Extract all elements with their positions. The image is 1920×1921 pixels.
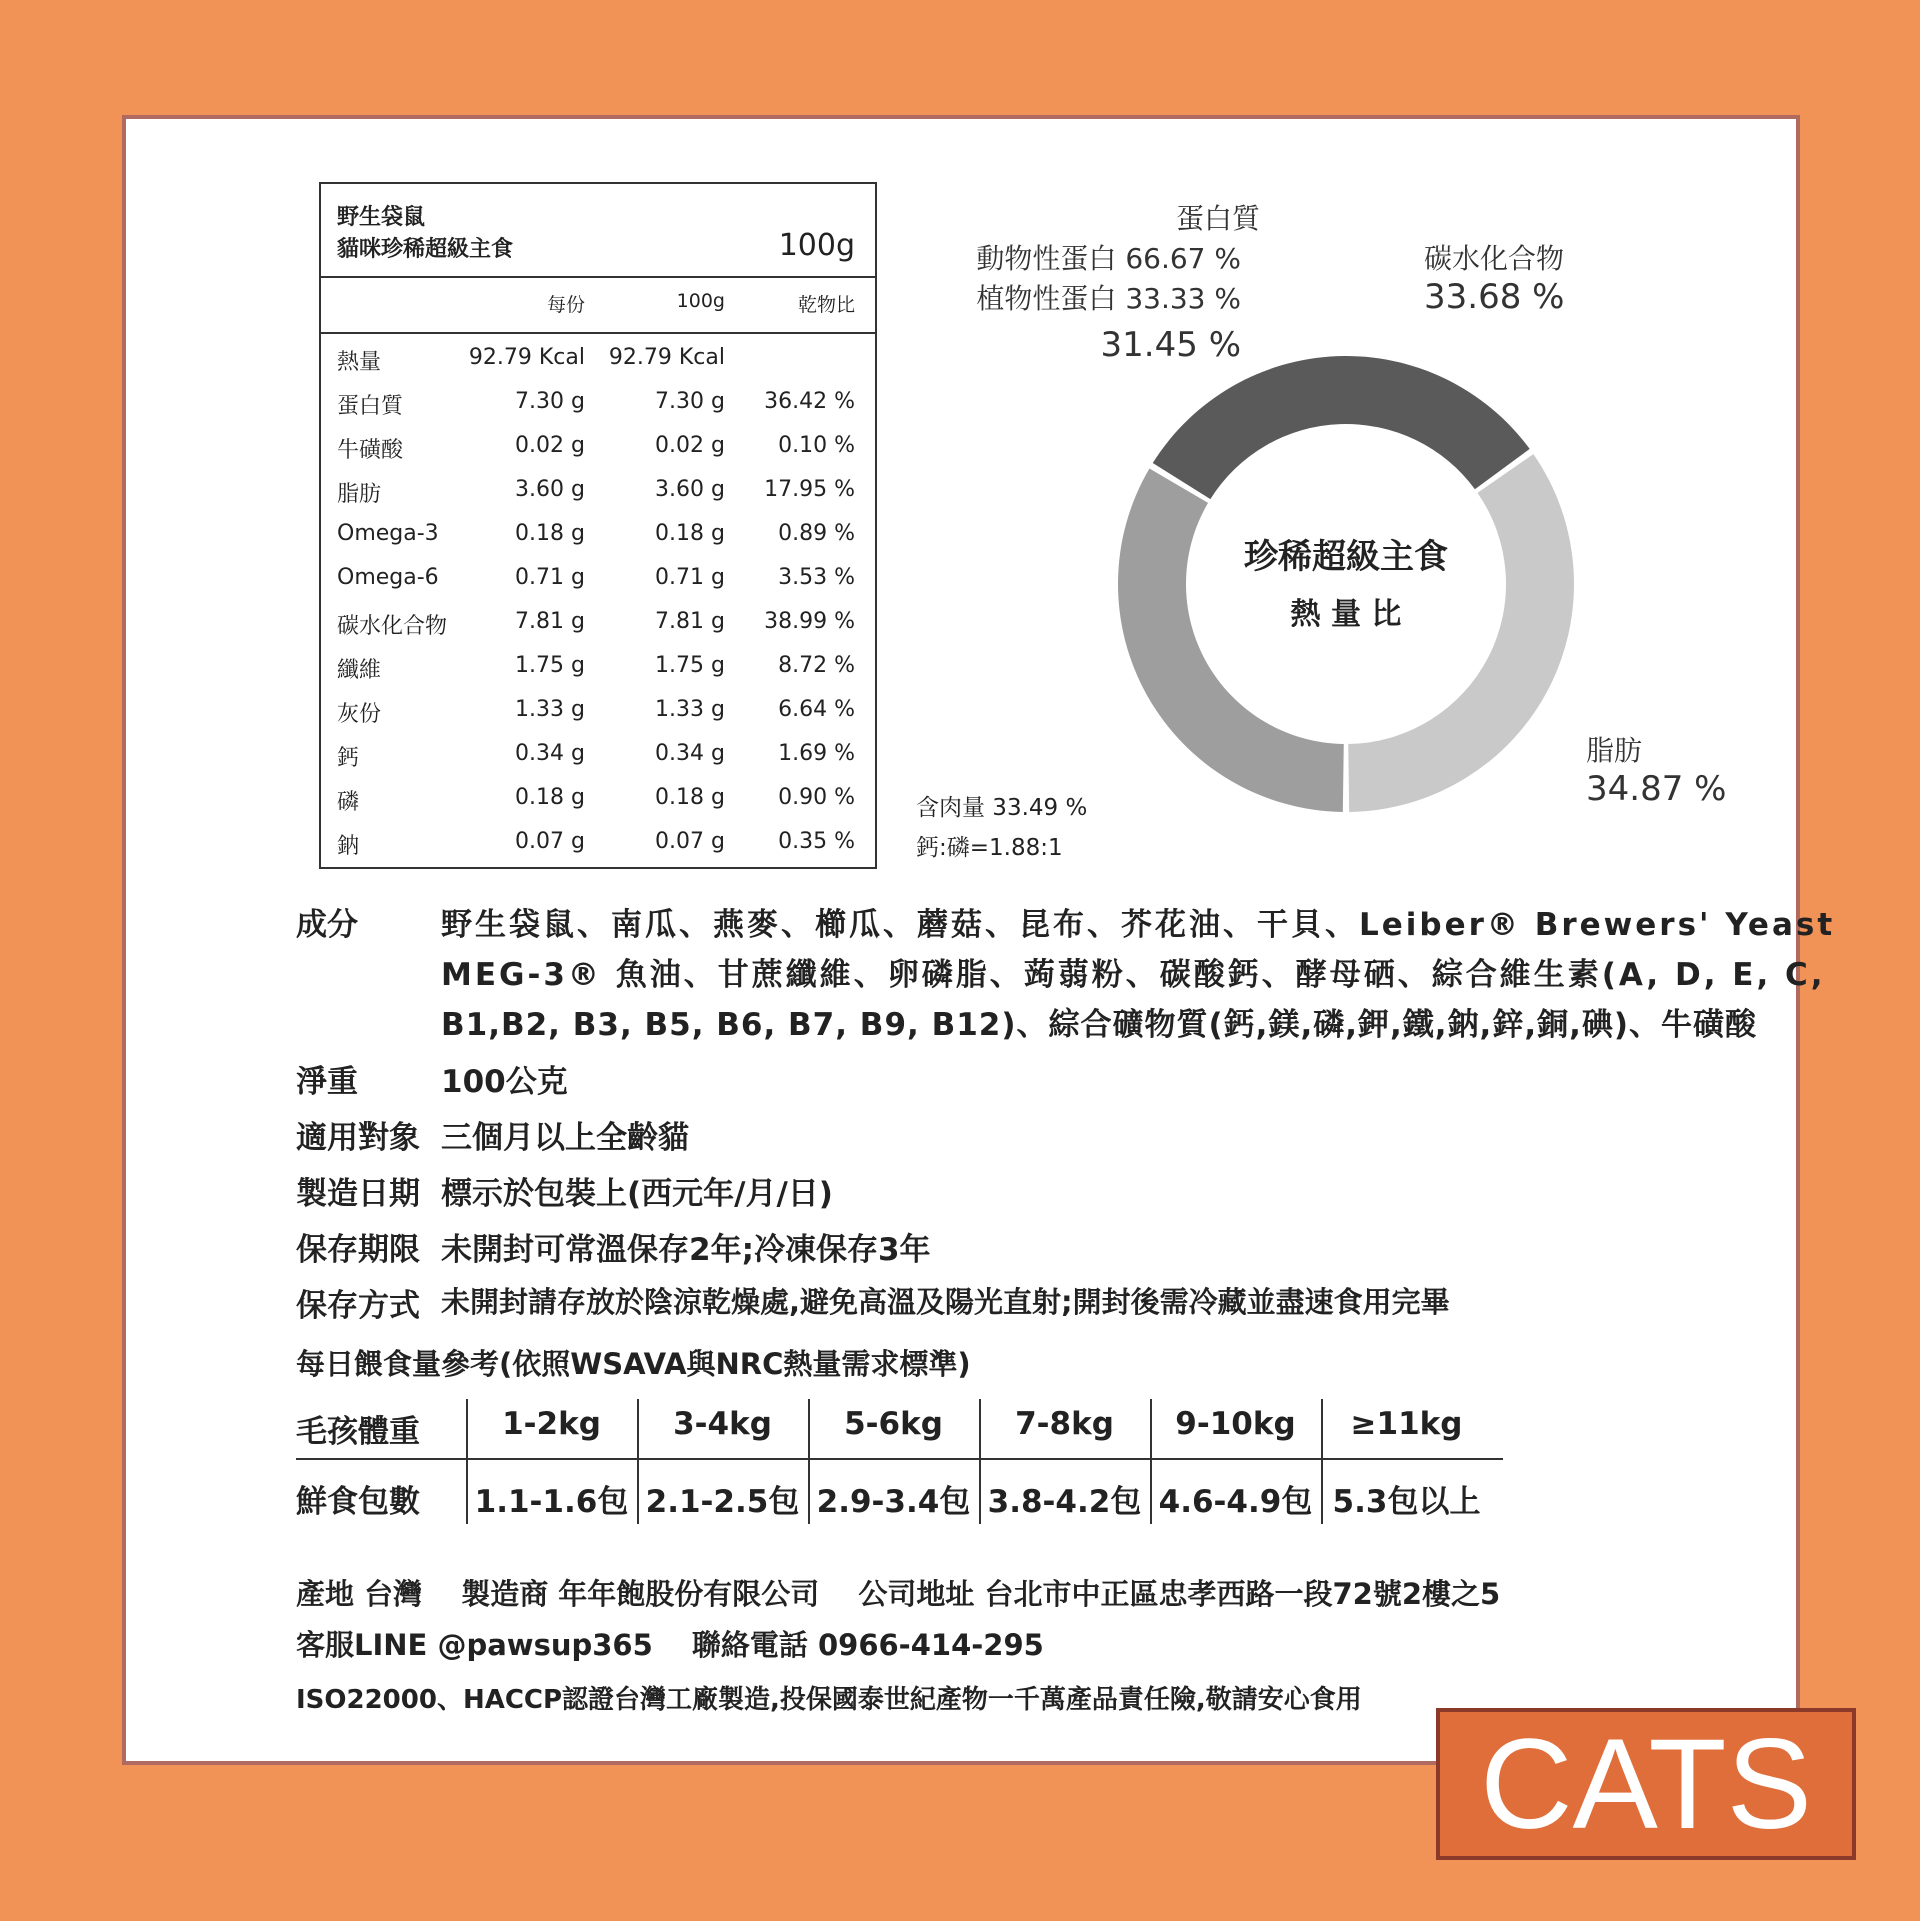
nutrient-name: 牛磺酸 — [337, 438, 404, 463]
product-subtitle: 貓咪珍稀超級主食 — [337, 237, 514, 262]
dry-matter-value: 3.53 % — [778, 565, 855, 590]
customer-service-contact: 客服LINE @pawsup365 聯絡電話 0966-414-295 — [296, 1628, 1044, 1662]
shelf-life-value: 未開封可常溫保存2年;冷凍保存3年 — [441, 1232, 931, 1268]
nutrition-row — [321, 785, 875, 829]
pack-count: 2.9-3.4包 — [816, 1484, 971, 1520]
nutrition-row — [321, 653, 875, 697]
nutrient-name: Omega-3 — [337, 521, 439, 546]
weight-range: ≥11kg — [1350, 1406, 1463, 1442]
ingredients-line-1: 野生袋鼠、南瓜、燕麥、櫛瓜、蘑菇、昆布、芥花油、干貝、Leiber® Brewers' Yeast — [441, 907, 1836, 943]
chart-title: 珍稀超級主食 — [1244, 537, 1448, 577]
target-label: 適用對象 — [296, 1120, 420, 1156]
storage-value: 未開封請存放於陰涼乾燥處,避免高溫及陽光直射;開封後需冷藏並盡速食用完畢 — [441, 1285, 1450, 1319]
divider — [321, 332, 875, 334]
pack-count: 1.1-1.6包 — [474, 1484, 629, 1520]
weight-range: 1-2kg — [502, 1406, 601, 1442]
per-100g-value: 0.18 g — [655, 521, 725, 546]
meat-content-note: 含肉量 33.49 % — [916, 795, 1088, 821]
dry-matter-value: 0.89 % — [778, 521, 855, 546]
per-100g-value: 1.75 g — [655, 653, 725, 678]
per-serving-value: 1.75 g — [515, 653, 585, 678]
nutrition-row — [321, 697, 875, 741]
ingredients-line-3: B1,B2, B3, B5, B6, B7, B9, B12)、綜合礦物質(鈣,鎂,磷,鉀,鐵,鈉,鋅,銅,碘)、牛磺酸 — [441, 1007, 1758, 1043]
donut-slice-protein — [1153, 356, 1530, 499]
packs-row-label: 鮮食包數 — [296, 1484, 420, 1520]
dry-matter-value: 8.72 % — [778, 653, 855, 678]
manufacture-date-value: 標示於包裝上(西元年/月/日) — [441, 1176, 833, 1212]
fat-value: 34.87 % — [1586, 769, 1727, 809]
per-serving-value: 3.60 g — [515, 477, 585, 502]
header-per-100g: 100g — [676, 290, 725, 312]
nutrient-name: 鈉 — [337, 834, 360, 859]
header-dry-matter: 乾物比 — [797, 294, 855, 316]
protein-label: 蛋白質 — [1176, 202, 1261, 235]
cats-badge: CATS — [1436, 1708, 1856, 1860]
ingredients-label: 成分 — [296, 907, 358, 943]
pack-count: 3.8-4.2包 — [987, 1484, 1142, 1520]
calcium-phosphorus-ratio: 鈣:磷=1.88:1 — [916, 835, 1063, 861]
nutrient-name: 蛋白質 — [337, 394, 404, 419]
divider — [321, 276, 875, 278]
nutrition-row — [321, 741, 875, 785]
shelf-life-label: 保存期限 — [296, 1232, 420, 1268]
net-weight-label: 淨重 — [296, 1064, 358, 1100]
storage-label: 保存方式 — [296, 1288, 420, 1324]
nutrition-row — [321, 829, 875, 873]
chart-subtitle: 熱 量 比 — [1290, 597, 1402, 632]
manufacture-date-label: 製造日期 — [296, 1176, 420, 1212]
per-100g-value: 0.18 g — [655, 785, 725, 810]
per-100g-value: 0.71 g — [655, 565, 725, 590]
dry-matter-value: 1.69 % — [778, 741, 855, 766]
weight-range: 9-10kg — [1175, 1406, 1296, 1442]
nutrient-name: 熱量 — [337, 350, 382, 375]
donut-slice-fat — [1348, 454, 1574, 812]
animal-protein-label: 動物性蛋白 66.67 % — [976, 242, 1241, 275]
dry-matter-value: 0.35 % — [778, 829, 855, 854]
per-serving-value: 0.07 g — [515, 829, 585, 854]
dry-matter-value: 0.90 % — [778, 785, 855, 810]
weight-row-label: 毛孩體重 — [296, 1414, 420, 1450]
energy-ratio-donut-chart — [1116, 354, 1576, 814]
certification-note: ISO22000、HACCP認證台灣工廠製造,投保國泰世紀產物一千萬產品責任險,敬請安心食用 — [296, 1685, 1362, 1715]
dry-matter-value: 0.10 % — [778, 433, 855, 458]
per-100g-value: 7.81 g — [655, 609, 725, 634]
per-100g-value: 92.79 Kcal — [608, 345, 725, 370]
nutrition-row — [321, 521, 875, 565]
weight-range: 5-6kg — [844, 1406, 943, 1442]
per-100g-value: 1.33 g — [655, 697, 725, 722]
label-card — [122, 115, 1836, 1765]
nutrition-row — [321, 565, 875, 609]
nutrition-row — [321, 433, 875, 477]
per-100g-value: 0.02 g — [655, 433, 725, 458]
net-weight-header: 100g — [778, 228, 855, 263]
pack-count: 5.3包以上 — [1332, 1484, 1481, 1520]
feeding-title: 每日餵食量參考(依照WSAVA與NRC熱量需求標準) — [296, 1347, 971, 1381]
nutrient-name: 磷 — [337, 790, 360, 815]
nutrient-name: 脂肪 — [337, 482, 382, 507]
nutrient-name: 鈣 — [337, 746, 360, 771]
ingredients-line-2: MEG-3® 魚油、甘蔗纖維、卵磷脂、蒟蒻粉、碳酸鈣、酵母硒、綜合維生素(A, D, E, C, — [441, 957, 1826, 993]
nutrition-row — [321, 477, 875, 521]
per-100g-value: 0.07 g — [655, 829, 725, 854]
weight-range: 7-8kg — [1015, 1406, 1114, 1442]
per-serving-value: 0.34 g — [515, 741, 585, 766]
dry-matter-value: 38.99 % — [764, 609, 855, 634]
per-serving-value: 1.33 g — [515, 697, 585, 722]
nutrition-row — [321, 345, 875, 389]
per-serving-value: 0.71 g — [515, 565, 585, 590]
nutrient-name: Omega-6 — [337, 565, 439, 590]
nutrient-name: 纖維 — [337, 658, 382, 683]
weight-range: 3-4kg — [673, 1406, 772, 1442]
target-value: 三個月以上全齡貓 — [441, 1120, 689, 1156]
net-weight-value: 100公克 — [441, 1064, 568, 1100]
per-100g-value: 3.60 g — [655, 477, 725, 502]
dry-matter-value: 17.95 % — [764, 477, 855, 502]
nutrient-name: 灰份 — [337, 702, 382, 727]
per-100g-value: 0.34 g — [655, 741, 725, 766]
nutrition-row — [321, 389, 875, 433]
fat-label: 脂肪 — [1586, 734, 1643, 767]
nutrition-table — [319, 182, 877, 869]
plant-protein-label: 植物性蛋白 33.33 % — [976, 282, 1241, 315]
nutrient-name: 碳水化合物 — [337, 614, 448, 639]
donut-slice-carbohydrate — [1118, 468, 1344, 812]
per-serving-value: 0.18 g — [515, 521, 585, 546]
nutrition-row — [321, 609, 875, 653]
per-serving-value: 7.81 g — [515, 609, 585, 634]
per-serving-value: 0.18 g — [515, 785, 585, 810]
dry-matter-value: 6.64 % — [778, 697, 855, 722]
pack-count: 4.6-4.9包 — [1158, 1484, 1313, 1520]
carbohydrate-label: 碳水化合物 — [1424, 242, 1565, 275]
per-serving-value: 92.79 Kcal — [468, 345, 585, 370]
product-name: 野生袋鼠 — [337, 205, 426, 230]
dry-matter-value: 36.42 % — [764, 389, 855, 414]
per-serving-value: 0.02 g — [515, 433, 585, 458]
header-per-serving: 每份 — [546, 294, 585, 316]
per-serving-value: 7.30 g — [515, 389, 585, 414]
origin-manufacturer-address: 產地 台灣 製造商 年年飽股份有限公司 公司地址 台北市中正區忠孝西路一段72號2樓之5 — [296, 1577, 1501, 1611]
carbohydrate-value: 33.68 % — [1424, 277, 1565, 317]
pack-count: 2.1-2.5包 — [645, 1484, 800, 1520]
per-100g-value: 7.30 g — [655, 389, 725, 414]
protein-value: 31.45 % — [1100, 325, 1241, 365]
